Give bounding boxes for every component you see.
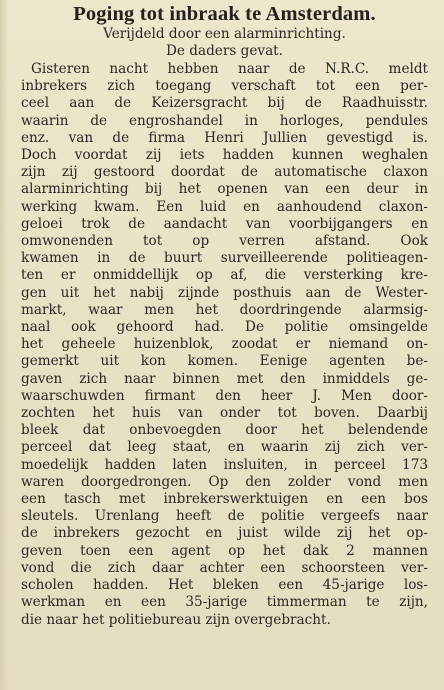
article-line: het geheele huizenblok, zoodat er niemand on- xyxy=(21,336,428,353)
article-line: Gisteren nacht hebben naar de N.R.C. meldt xyxy=(31,61,428,77)
article-line: moedelijk hadden laten insluiten, in perceel 173 xyxy=(21,456,428,473)
article-line: zijn zij gestoord doordat de automatische claxon xyxy=(21,164,428,181)
article-line: alarminrichting bij het openen van een deur in xyxy=(21,181,428,198)
article-line: omwonenden tot op verren afstand. Ook xyxy=(21,233,428,250)
article-line: gemerkt uit kon komen. Eenige agenten be- xyxy=(21,353,428,370)
article-line: enz. van de firma Henri Jullien gevestigd is. xyxy=(21,129,428,146)
article-line: scholen hadden. Het bleken een 45-jarige los- xyxy=(21,577,428,594)
article-line: werkman en een 35-jarige timmerman te zijn, xyxy=(21,594,428,611)
article-line: de inbrekers gezocht en juist wilde zij het op- xyxy=(21,525,428,542)
article-line: waren doorgedrongen. Op den zolder vond men xyxy=(21,473,428,490)
article-line: perceel dat leeg staat, en waarin zij zich ver- xyxy=(21,439,428,456)
article-headline: Poging tot inbraak te Amsterdam. xyxy=(73,3,376,25)
article-line: markt, waar men het doordringende alarmsig- xyxy=(21,301,428,318)
article-line: gen uit het nabij zijnde posthuis aan de Wester- xyxy=(21,284,428,301)
article-line: geloei trok de aandacht van voorbijgangers en xyxy=(21,215,428,232)
article-line: gaven zich naar binnen met den inmiddels ge- xyxy=(21,370,428,387)
article-line: waarin de engroshandel in horloges, pendules xyxy=(21,112,428,129)
article-line: sleutels. Urenlang heeft de politie vergeefs naar xyxy=(21,508,428,525)
article-body xyxy=(21,61,428,629)
article-line: een tasch met inbrekerswerktuigen en een bos xyxy=(21,491,428,508)
article-line: ten er onmiddellijk op af, die versterking kre- xyxy=(21,267,428,284)
article-line: geven toen een agent op het dak 2 mannen xyxy=(21,542,428,559)
article-line: bleek dat onbevoegden door het belendende xyxy=(21,422,428,439)
article-line: kwamen in de buurt surveilleerende politieagen- xyxy=(21,250,428,267)
article-line: ceel aan de Keizersgracht bij de Raadhuisstr. xyxy=(21,95,428,112)
article-line: naal ook gehoord had. De politie omsingelde xyxy=(21,319,428,336)
article-line: waarschuwden firmant den heer J. Men door- xyxy=(21,387,428,404)
article-line: werking kwam. Een luid en aanhoudend claxon- xyxy=(21,198,428,215)
article-line: inbrekers zich toegang verschaft tot een per- xyxy=(21,78,428,95)
article-subhead-2: De daders gevat. xyxy=(166,43,283,59)
article-line: vond die zich daar achter een schoorsteen ver- xyxy=(21,559,428,576)
article-line: die naar het politiebureau zijn overgebracht. xyxy=(21,611,331,628)
article-line: zochten het huis van onder tot boven. Daarbij xyxy=(21,405,428,422)
article-subhead-1: Verijdeld door een alarminrichting. xyxy=(103,26,346,42)
paper-edge-shadow xyxy=(0,0,8,690)
article-line: Doch voordat zij iets hadden kunnen weghalen xyxy=(21,147,428,164)
